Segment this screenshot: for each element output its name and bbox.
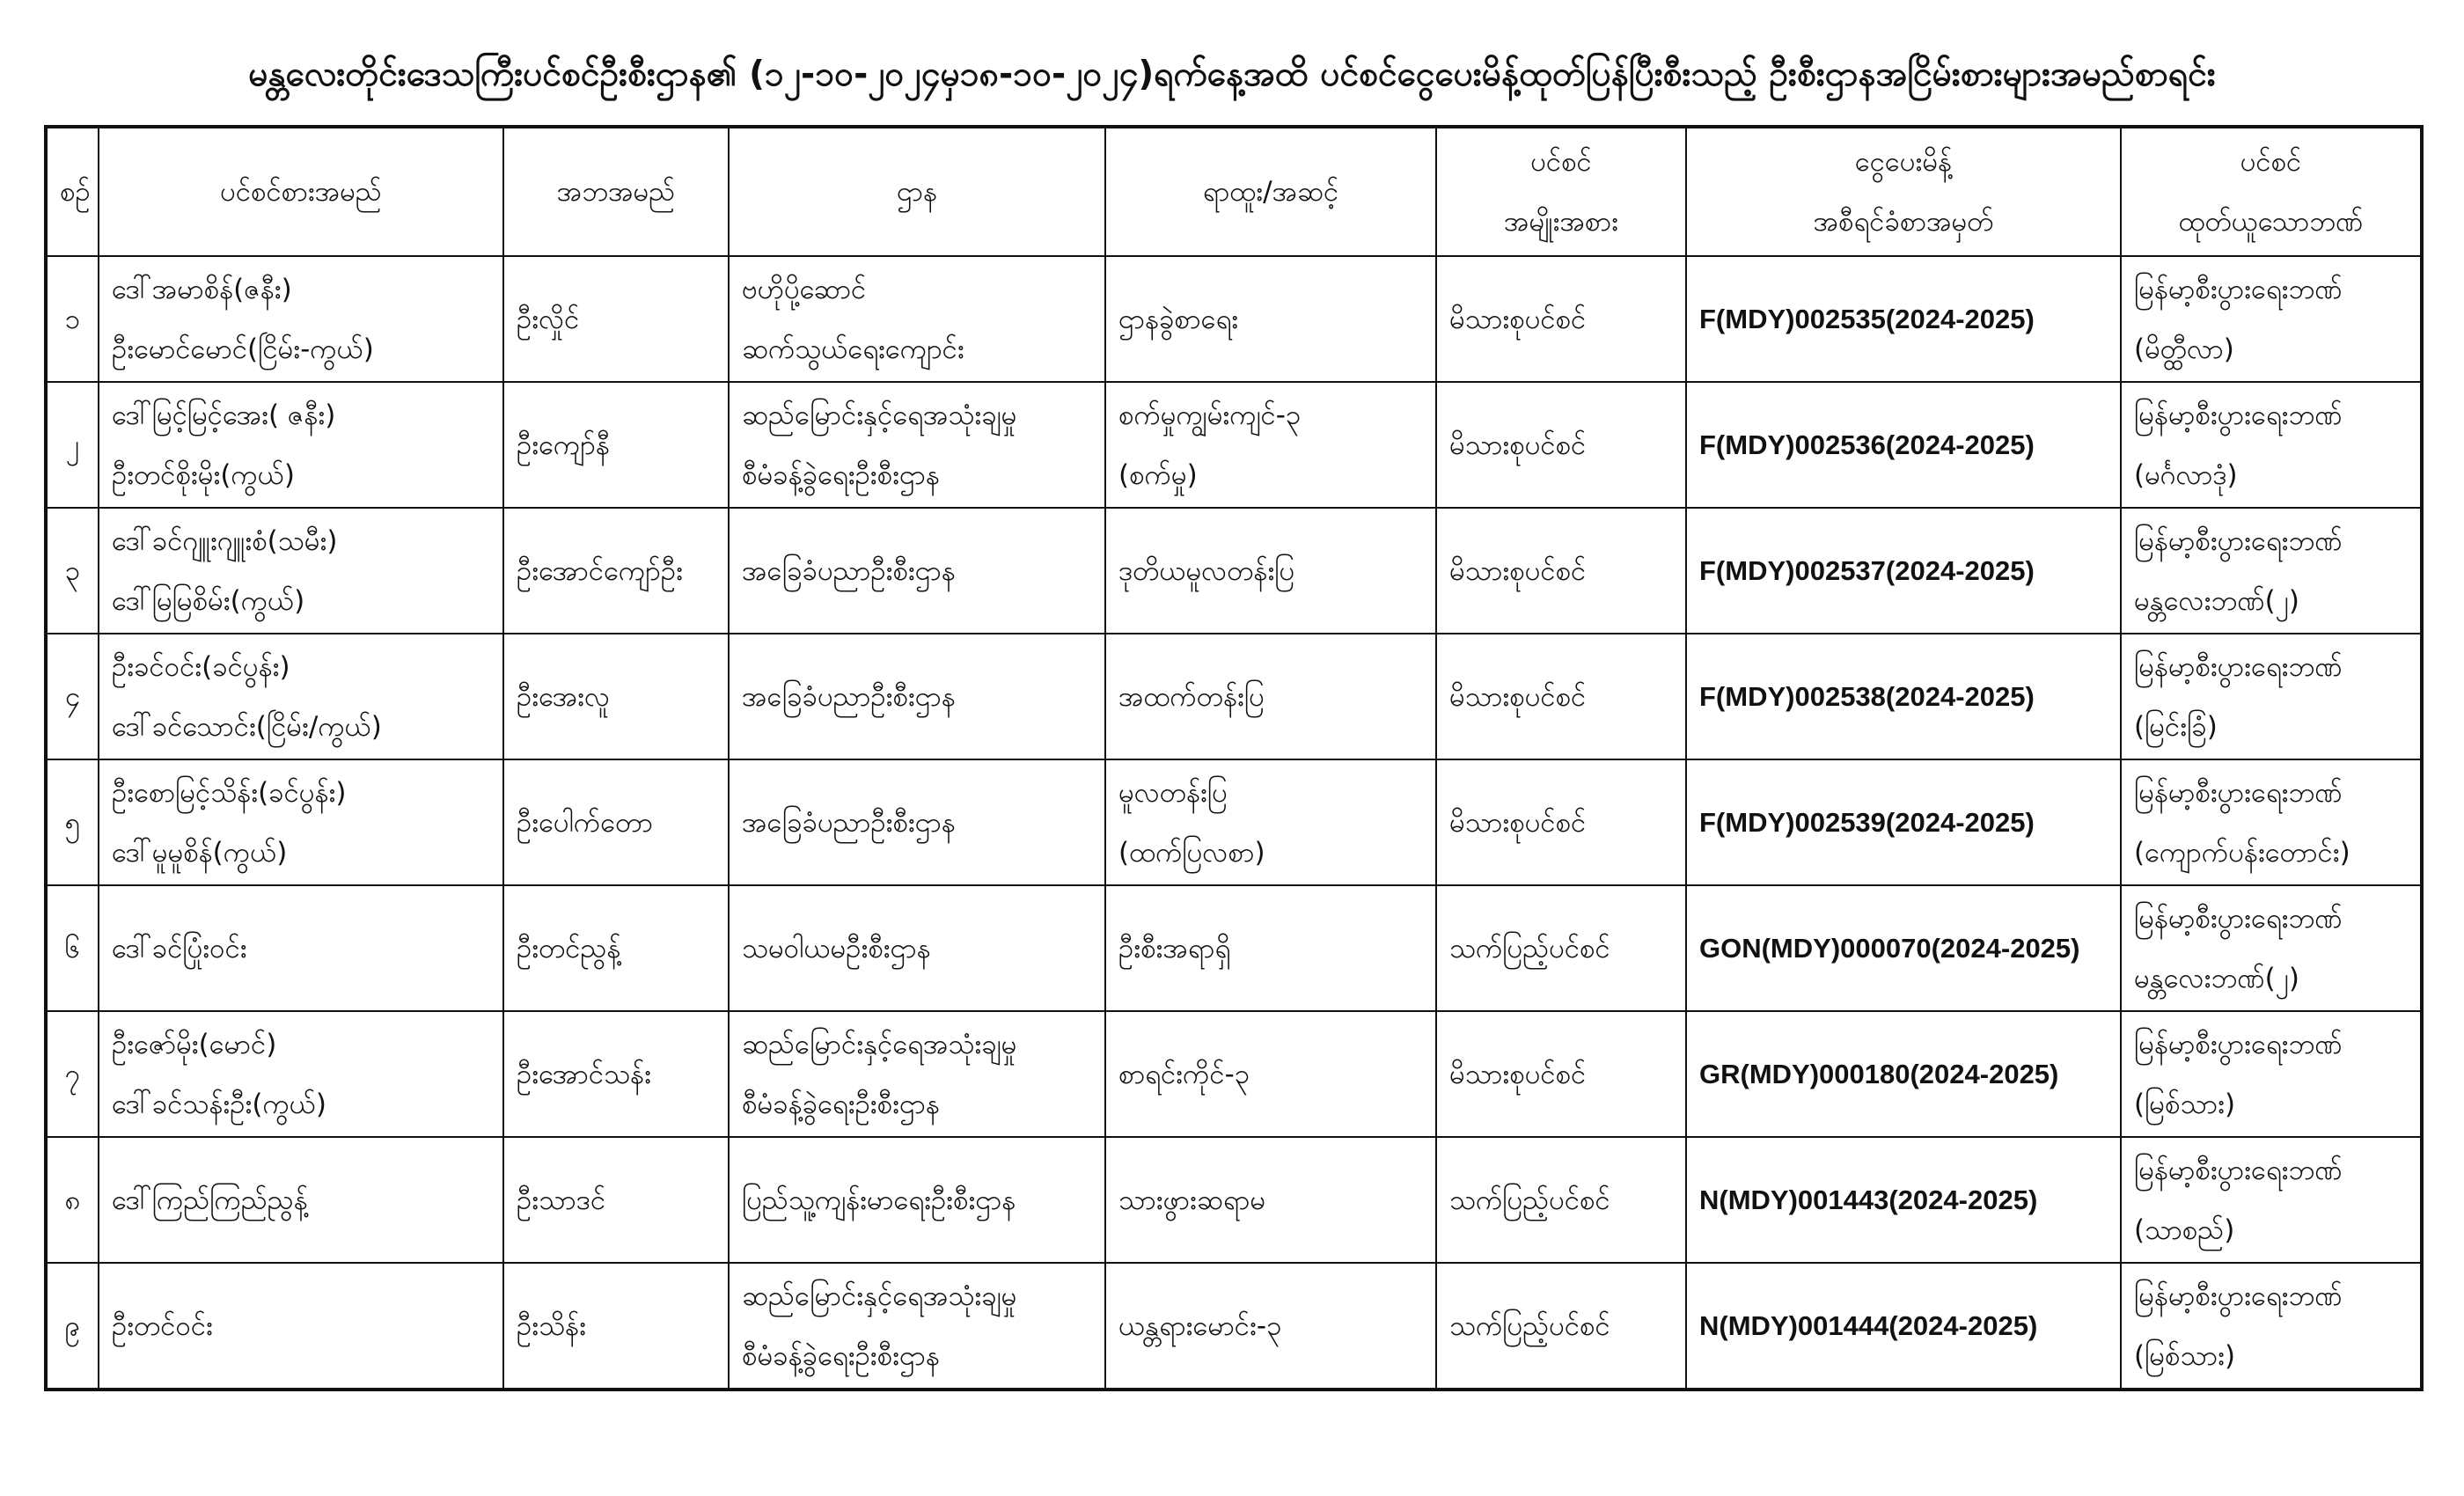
pensioner-name-text: ဒေါ်ခင်သောင်း(ငြိမ်း/ကွယ်)	[112, 710, 382, 743]
department-text: စီမံခန့်ခွဲရေးဦးစီးဌာန	[742, 1339, 940, 1372]
header-pension-type	[1436, 127, 1686, 256]
header-text: ပင်စင်	[1530, 146, 1592, 178]
bank-branch-text: မန္တလေးဘဏ်(၂)	[2134, 962, 2299, 994]
pension-table	[44, 125, 2424, 1391]
department-text: ဗဟိုပို့ဆောင်	[742, 273, 867, 305]
table-row	[46, 1011, 2422, 1137]
department-text: စီမံခန့်ခွဲရေးဦးစီးဌာန	[742, 1088, 940, 1120]
row-number-cell	[46, 1263, 99, 1390]
table-row	[46, 256, 2422, 382]
bank-branch-text: (မြစ်သား)	[2134, 1088, 2236, 1120]
row-number-text: ၃	[64, 554, 81, 587]
bank-branch-text: (ကျောက်ပန်းတောင်း)	[2134, 836, 2350, 869]
department-cell	[729, 885, 1105, 1011]
table-row	[46, 382, 2422, 508]
row-number-cell	[46, 508, 99, 634]
table-row	[46, 508, 2422, 634]
father-name-text: ဦးတင်ညွန့်	[517, 932, 621, 964]
department-cell	[729, 1137, 1105, 1263]
father-name-cell	[503, 1137, 729, 1263]
department-text: အခြေခံပညာဦးစီးဌာန	[742, 554, 956, 587]
pension-type-cell	[1436, 634, 1686, 759]
father-name-cell	[503, 382, 729, 508]
row-number-text: ၄	[64, 680, 81, 713]
father-name-cell	[503, 634, 729, 759]
header-father-name	[503, 127, 729, 256]
bank-branch-cell	[2121, 1263, 2422, 1390]
father-name-text: ဦးသာဒင်	[517, 1184, 606, 1216]
pensioner-name-text: ဒေါ်မြမြစိမ်း(ကွယ်)	[112, 584, 305, 617]
header-text: ထုတ်ယူသောဘဏ်	[2178, 206, 2364, 238]
pensioner-name-text: ဦးတင်စိုးမိုး(ကွယ်)	[112, 458, 295, 491]
bank-branch-text: မြန်မာ့စီးပွားရေးဘဏ်	[2134, 1028, 2343, 1060]
father-name-cell	[503, 759, 729, 885]
position-cell	[1105, 1263, 1436, 1390]
header-certificate-no	[1686, 127, 2121, 256]
pensioner-name-text: ဒေါ်မူမူစိန်(ကွယ်)	[112, 836, 288, 869]
bank-branch-cell	[2121, 885, 2422, 1011]
department-text: သမဝါယမဦးစီးဌာန	[742, 932, 931, 964]
row-number-cell	[46, 382, 99, 508]
pensioner-name-text: ဦးဇော်မိုး(မောင်)	[112, 1028, 277, 1060]
department-cell	[729, 508, 1105, 634]
header-text: ပင်စင်စားအမည်	[220, 176, 382, 208]
document-title: မန္တလေးတိုင်းဒေသကြီးပင်စင်ဦးစီးဌာန၏ (၁၂-၁၀-၂၀၂၄မှ၁၈-၁၀-၂၀၂၄)ရက်နေ့အထိ ပင်စင်ငွေပေးမိန့်ထုတ်ပြန်ပြီးစီးသည့် ဦးစီးဌာနအငြိမ်းစားများအမည်စာရင်း	[248, 55, 2216, 94]
position-text: ဒုတိယမူလတန်းပြ	[1118, 554, 1295, 587]
table-row	[46, 1263, 2422, 1390]
row-number-cell	[46, 1137, 99, 1263]
pension-type-cell	[1436, 382, 1686, 508]
row-number-text: ၈	[64, 1184, 81, 1216]
certificate-number-text: F(MDY)002538(2024-2025)	[1699, 680, 2035, 712]
certificate-number-cell	[1686, 1263, 2121, 1390]
pensioner-name-text: ဒေါ်မြင့်မြင့်အေး( ဇနီး)	[112, 399, 336, 431]
position-cell	[1105, 759, 1436, 885]
certificate-number-cell	[1686, 382, 2121, 508]
header-no	[46, 127, 99, 256]
pensioner-name-text: ဦးခင်ဝင်း(ခင်ပွန်း)	[112, 650, 290, 683]
bank-branch-text: (မိတ္ထီလာ)	[2134, 333, 2234, 365]
pension-type-cell	[1436, 1011, 1686, 1137]
father-name-cell	[503, 1011, 729, 1137]
department-text: ဆည်မြောင်းနှင့်ရေအသုံးချမှု	[742, 399, 1017, 431]
pension-type-cell	[1436, 885, 1686, 1011]
certificate-number-text: F(MDY)002539(2024-2025)	[1699, 806, 2035, 838]
father-name-text: ဦးပေါက်တော	[517, 806, 654, 839]
certificate-number-cell	[1686, 885, 2121, 1011]
department-text: ဆည်မြောင်းနှင့်ရေအသုံးချမှု	[742, 1280, 1017, 1312]
pension-type-text: သက်ပြည့်ပင်စင်	[1449, 1184, 1610, 1216]
pensioner-name-cell	[99, 1137, 503, 1263]
pensioner-name-text: ဒေါ်ခင်ပြုံးဝင်း	[112, 932, 247, 964]
position-cell	[1105, 508, 1436, 634]
pensioner-name-cell	[99, 1011, 503, 1137]
bank-branch-cell	[2121, 1137, 2422, 1263]
certificate-number-cell	[1686, 256, 2121, 382]
pensioner-name-cell	[99, 759, 503, 885]
father-name-text: ဦးအေးလူ	[517, 680, 611, 713]
bank-branch-text: မြန်မာ့စီးပွားရေးဘဏ်	[2134, 524, 2343, 557]
pension-type-text: သက်ပြည့်ပင်စင်	[1449, 1309, 1610, 1342]
bank-branch-text: (မြစ်သား)	[2134, 1339, 2236, 1372]
header-department	[729, 127, 1105, 256]
header-text: အဘအမည်	[556, 176, 676, 208]
father-name-cell	[503, 1263, 729, 1390]
bank-branch-cell	[2121, 759, 2422, 885]
bank-branch-text: မြန်မာ့စီးပွားရေးဘဏ်	[2134, 1154, 2343, 1186]
row-number-text: ၆	[64, 932, 81, 964]
pension-type-text: မိသားစုပင်စင်	[1449, 1058, 1587, 1090]
header-text: စဉ်	[60, 176, 91, 208]
certificate-number-text: F(MDY)002536(2024-2025)	[1699, 429, 2035, 460]
certificate-number-cell	[1686, 634, 2121, 759]
father-name-cell	[503, 508, 729, 634]
row-number-text: ၉	[64, 1309, 81, 1342]
father-name-text: ဦးအောင်သန်း	[517, 1058, 651, 1090]
table-row	[46, 634, 2422, 759]
position-text: ယန္တရားမောင်း-၃	[1118, 1309, 1282, 1342]
bank-branch-text: မြန်မာ့စီးပွားရေးဘဏ်	[2134, 399, 2343, 431]
certificate-number-text: F(MDY)002535(2024-2025)	[1699, 303, 2035, 334]
department-text: အခြေခံပညာဦးစီးဌာန	[742, 680, 956, 713]
bank-branch-cell	[2121, 634, 2422, 759]
table-body	[46, 256, 2422, 1390]
table-row	[46, 885, 2422, 1011]
pension-type-text: သက်ပြည့်ပင်စင်	[1449, 932, 1610, 964]
pension-type-text: မိသားစုပင်စင်	[1449, 429, 1587, 461]
bank-branch-text: (မြင်းခြံ)	[2134, 710, 2218, 743]
certificate-number-cell	[1686, 759, 2121, 885]
department-cell	[729, 1011, 1105, 1137]
certificate-number-text: GON(MDY)000070(2024-2025)	[1699, 932, 2080, 964]
pensioner-name-text: ဒေါ်ခင်ဂျူးဂျူးစံ(သမီး)	[112, 524, 338, 557]
pensioner-name-cell	[99, 508, 503, 634]
certificate-number-cell	[1686, 1011, 2121, 1137]
department-cell	[729, 256, 1105, 382]
position-cell	[1105, 1137, 1436, 1263]
bank-branch-cell	[2121, 382, 2422, 508]
certificate-number-text: F(MDY)002537(2024-2025)	[1699, 554, 2035, 586]
father-name-text: ဦးအောင်ကျော်ဦး	[517, 554, 683, 587]
bank-branch-cell	[2121, 508, 2422, 634]
father-name-text: ဦးလှိုင်	[517, 303, 580, 335]
position-text: ဌာနခွဲစာရေး	[1118, 303, 1239, 335]
row-number-cell	[46, 256, 99, 382]
bank-branch-cell	[2121, 256, 2422, 382]
pension-type-cell	[1436, 759, 1686, 885]
row-number-cell	[46, 634, 99, 759]
position-cell	[1105, 885, 1436, 1011]
father-name-cell	[503, 885, 729, 1011]
certificate-number-text: GR(MDY)000180(2024-2025)	[1699, 1058, 2059, 1089]
position-cell	[1105, 256, 1436, 382]
table-row	[46, 759, 2422, 885]
bank-branch-text: (မင်္ဂလာဒုံ)	[2134, 458, 2238, 491]
father-name-text: ဦးသိန်း	[517, 1309, 586, 1342]
row-number-text: ၅	[64, 806, 81, 839]
position-cell	[1105, 634, 1436, 759]
pensioner-name-cell	[99, 1263, 503, 1390]
pension-type-text: မိသားစုပင်စင်	[1449, 806, 1587, 839]
department-text: ပြည်သူ့ကျန်းမာရေးဦးစီးဌာန	[742, 1184, 1016, 1216]
father-name-text: ဦးကျော်နီ	[517, 429, 610, 461]
header-position	[1105, 127, 1436, 256]
header-text: ပင်စင်	[2240, 146, 2302, 178]
pension-type-text: မိသားစုပင်စင်	[1449, 303, 1587, 335]
position-text: သားဖွားဆရာမ	[1118, 1184, 1266, 1216]
pensioner-name-text: ဦးတင်ဝင်း	[112, 1309, 213, 1342]
row-number-text: ၇	[64, 1058, 81, 1090]
certificate-number-cell	[1686, 508, 2121, 634]
bank-branch-text: မြန်မာ့စီးပွားရေးဘဏ်	[2134, 1280, 2343, 1312]
bank-branch-text: (သာစည်)	[2134, 1214, 2235, 1246]
position-text: အထက်တန်းပြ	[1118, 680, 1265, 713]
certificate-number-text: N(MDY)001444(2024-2025)	[1699, 1309, 2038, 1341]
pension-type-cell	[1436, 508, 1686, 634]
header-pensioner-name	[99, 127, 503, 256]
pension-type-cell	[1436, 1137, 1686, 1263]
pensioner-name-cell	[99, 885, 503, 1011]
pension-type-text: မိသားစုပင်စင်	[1449, 680, 1587, 713]
pension-type-text: မိသားစုပင်စင်	[1449, 554, 1587, 587]
department-cell	[729, 1263, 1105, 1390]
row-number-cell	[46, 759, 99, 885]
position-text: မူလတန်းပြ	[1118, 776, 1228, 809]
position-text: ဦးစီးအရာရှိ	[1118, 932, 1231, 964]
header-text: ဌာန	[897, 176, 937, 208]
position-text: စာရင်းကိုင်-၃	[1118, 1058, 1250, 1090]
row-number-cell	[46, 885, 99, 1011]
department-text: အခြေခံပညာဦးစီးဌာန	[742, 806, 956, 839]
pensioner-name-text: ဦးမောင်မောင်(ငြိမ်း-ကွယ်)	[112, 333, 374, 365]
department-cell	[729, 382, 1105, 508]
bank-branch-text: မြန်မာ့စီးပွားရေးဘဏ်	[2134, 902, 2343, 935]
position-cell	[1105, 1011, 1436, 1137]
pensioner-name-text: ဒေါ်အမာစိန်(ဇနီး)	[112, 273, 292, 305]
certificate-number-text: N(MDY)001443(2024-2025)	[1699, 1184, 2038, 1215]
bank-branch-text: မန္တလေးဘဏ်(၂)	[2134, 584, 2299, 617]
header-bank	[2121, 127, 2422, 256]
position-cell	[1105, 382, 1436, 508]
row-number-cell	[46, 1011, 99, 1137]
row-number-text: ၂	[65, 429, 80, 461]
row-number-text: ၁	[64, 303, 81, 335]
position-text: (စက်မှု)	[1118, 458, 1198, 491]
header-text: ငွေပေးမိန့်	[1854, 146, 1953, 178]
table-row	[46, 1137, 2422, 1263]
header-text: ရာထူး/အဆင့်	[1202, 176, 1339, 208]
department-text: ဆက်သွယ်ရေးကျောင်း	[742, 333, 964, 365]
bank-branch-cell	[2121, 1011, 2422, 1137]
pension-type-cell	[1436, 1263, 1686, 1390]
position-text: (ထက်ပြလစာ)	[1118, 836, 1265, 869]
bank-branch-text: မြန်မာ့စီးပွားရေးဘဏ်	[2134, 776, 2343, 809]
department-cell	[729, 759, 1105, 885]
header-text: အမျိုးအစား	[1504, 206, 1618, 238]
pensioner-name-text: ဦးစောမြင့်သိန်း(ခင်ပွန်း)	[112, 776, 347, 809]
pensioner-name-text: ဒေါ်ခင်သန်းဦး(ကွယ်)	[112, 1088, 326, 1120]
pensioner-name-text: ဒေါ်ကြည်ကြည်ညွန့်	[112, 1184, 308, 1216]
pensioner-name-cell	[99, 382, 503, 508]
position-text: စက်မှုကျွမ်းကျင်-၃	[1118, 399, 1302, 431]
bank-branch-text: မြန်မာ့စီးပွားရေးဘဏ်	[2134, 273, 2343, 305]
department-text: ဆည်မြောင်းနှင့်ရေအသုံးချမှု	[742, 1028, 1017, 1060]
department-text: စီမံခန့်ခွဲရေးဦးစီးဌာန	[742, 458, 940, 491]
pensioner-name-cell	[99, 256, 503, 382]
bank-branch-text: မြန်မာ့စီးပွားရေးဘဏ်	[2134, 650, 2343, 683]
father-name-cell	[503, 256, 729, 382]
table-header-row	[46, 127, 2422, 256]
certificate-number-cell	[1686, 1137, 2121, 1263]
department-cell	[729, 634, 1105, 759]
pensioner-name-cell	[99, 634, 503, 759]
pension-type-cell	[1436, 256, 1686, 382]
header-text: အစီရင်ခံစာအမှတ်	[1813, 206, 1994, 238]
